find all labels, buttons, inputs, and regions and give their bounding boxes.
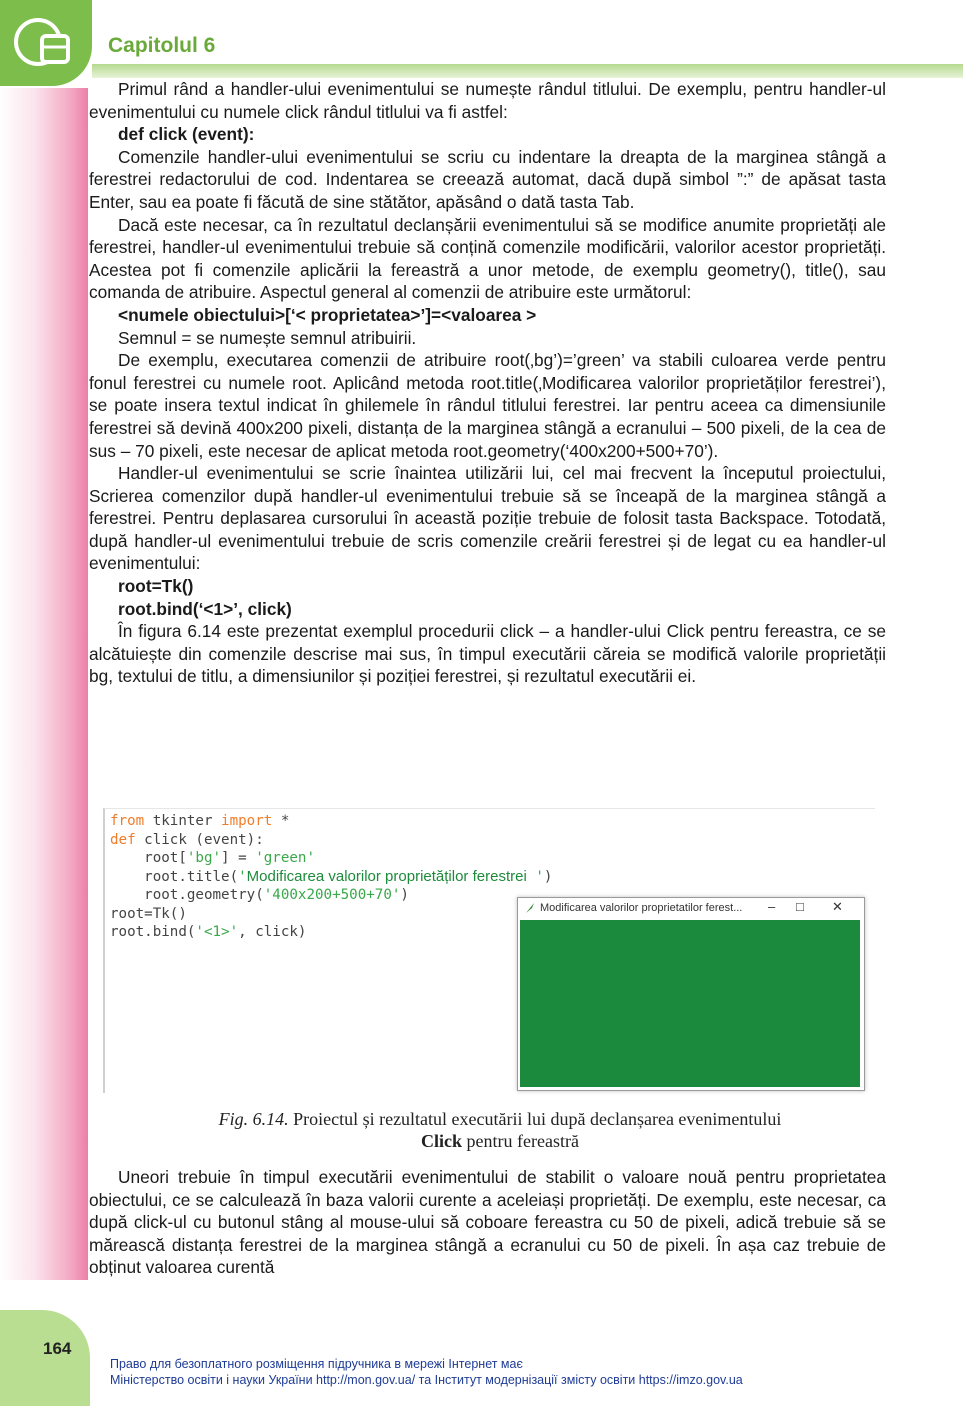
code-token: root.geometry( — [110, 887, 264, 903]
window-titlebar[interactable] — [518, 898, 864, 918]
caption-text: pentru fereastră — [462, 1131, 579, 1151]
code-token: Modificarea valorilor proprietăților ferestrei — [246, 867, 527, 885]
paragraph: Semnul = se numește semnul atribuirii. — [118, 327, 417, 348]
code-token: , click) — [238, 924, 307, 940]
code-token: from — [110, 813, 145, 829]
code-token: ] = — [221, 850, 256, 866]
chapter-title: Capitolul 6 — [108, 34, 216, 57]
code-token: root[ — [110, 850, 187, 866]
code-token: import — [221, 813, 273, 829]
code-token: ) — [400, 887, 409, 903]
code-token: '400x200+500+70' — [263, 887, 401, 903]
window-title: Modificarea valorilor proprietatilor ferest... — [540, 902, 743, 914]
paragraph: Uneori trebuie în timpul executării evenimentului de stabilit o valoare nouă pentru proprietatea obiectului, ce se calculează în baza valorii curente a aceleiași proprietăți. De exemplu, este necesar, ca după click-ul cu butonul stâng al mouse-ului să coboare fereastra cu 50 de pixeli, adică trebuie să se mărească distanța ferestrei de la marginea stângă a ecranului cu 50 de pixeli. În așa caz trebuie de obținut valoarea curentă — [89, 1167, 886, 1278]
code-token: ' — [238, 868, 247, 885]
paragraph: De exemplu, executarea comenzii de atribuire root(‚bg’)=’green’ va stabili culoarea verde pentru fonul ferestrei cu numele root. Aplicând metoda root.title(‚Modificarea valorilor proprietăților ferestrei’), se poate insera textul indicat în ghilemele în rândul titlului ferestrei. Iar pentru aceea ca dimensiunile ferestrei să devină 400x200 pixeli, distanța de la marginea stângă a ecranului – 500 pixeli, de la cea de sus – 70 pixeli, este necesar de aplicat metoda root.geometry(‘400x200+500+70’). — [89, 350, 886, 461]
code-token: '<1>' — [195, 924, 239, 940]
paragraph: Dacă este necesar, ca în rezultatul declanșării evenimentului să se modifice anumite proprietăți ale ferestrei, handler-ul evenimentului trebuie să conțină comenzile modificării, valorilor acestor proprietăți. Acestea pot fi comenzile aplicării la fereastră a unor metode, de exemplu geometry(), title(), sau comanda de atribuire. Aspectul general al comenzii de atribuire este următorul: — [89, 214, 886, 303]
caption-click: Click — [421, 1131, 463, 1151]
tk-feather-icon — [524, 902, 536, 914]
tk-window[interactable] — [517, 897, 865, 1091]
minimize-button[interactable]: – — [768, 899, 776, 914]
paragraph: Comenzile handler-ului evenimentului se scriu cu indentare la dreapta de la marginea stângă a ferestrei redactorului de cod. Indentarea se creează automat, dacă după simbol ”:” de apăsat tasta Enter, sau ea poate fi făcută de sine stătător, apăsând o dată tasta Tab. — [89, 146, 886, 212]
code-token: 'bg' — [186, 850, 222, 866]
paragraph: Primul rând a handler-ului evenimentului se numește rândul titlului. De exemplu, pentru handler-ul evenimentului cu numele click rândul titlului va fi astfel: — [89, 79, 886, 122]
code-token: root=Tk() — [110, 905, 187, 922]
code-token: 'green' — [255, 850, 316, 866]
main-text-continued — [89, 1166, 886, 1279]
code-line: root=Tk() — [118, 576, 194, 597]
figure-label: Fig. 6.14. — [218, 1109, 289, 1129]
caption-text: Proiectul și rezultatul executării lui după declanșarea evenimentului — [288, 1109, 782, 1129]
paragraph: Handler-ul evenimentului se scrie înaintea utilizării lui, cel mai frecvent la începutul proiectului, Scrierea comenzilor după handler-ul evenimentului trebuie să se înceapă de la marginea stângă a ferestrei. Pentru deplasarea cursorului în această poziție trebuie de folosit tasta Backspace. Totodată, după handler-ul evenimentului trebuie de scris comenzile creării ferestrei și de legat cu ea handler-ul evenimentului: — [89, 463, 886, 574]
code-token: ) — [543, 868, 553, 885]
code-token: root.bind( — [110, 924, 196, 940]
code-line: def click (event): — [118, 124, 255, 145]
code-token: ' — [526, 868, 544, 885]
code-editor — [110, 812, 552, 942]
code-token: def — [110, 831, 136, 848]
figure-caption — [100, 1108, 900, 1152]
chapter-corner-badge — [0, 0, 92, 86]
code-token: click (event): — [135, 831, 264, 848]
header-rule — [92, 64, 963, 78]
page-number: 164 — [43, 1339, 72, 1358]
figure-screenshot — [103, 808, 875, 1093]
main-text — [89, 78, 886, 688]
code-line: root.bind(‘<1>’, click) — [118, 598, 292, 619]
close-button[interactable]: ✕ — [832, 899, 843, 914]
code-token: tkinter — [144, 813, 222, 829]
code-line: <numele obiectului>[‘< proprietatea>’]=<valoarea > — [118, 304, 537, 325]
side-decor-band — [0, 88, 88, 1280]
window-green-body[interactable] — [520, 920, 860, 1087]
footer-notice — [110, 1356, 743, 1388]
footer-line: Міністерство освіти і науки України http://mon.gov.ua/ та Інститут модернізації змісту освіти https://imzo.gov.ua — [110, 1373, 743, 1387]
footer-line: Право для безоплатного розміщення підручника в мережі Інтернет має — [110, 1357, 523, 1371]
code-token: * — [272, 813, 290, 829]
paragraph: În figura 6.14 este prezentat exemplul procedurii click – a handler-ului Click pentru fereastra, ce se alcătuiește din comenzile descrise mai sus, în timpul executării căreia se modifică valorile proprietății bg, textului de titlu, a dimensiunilor și poziției ferestrei, și rezultatul executării ei. — [89, 621, 886, 687]
maximize-button[interactable]: □ — [796, 899, 804, 914]
chapter-section-icon — [10, 14, 72, 72]
code-token: root.title( — [110, 868, 239, 885]
